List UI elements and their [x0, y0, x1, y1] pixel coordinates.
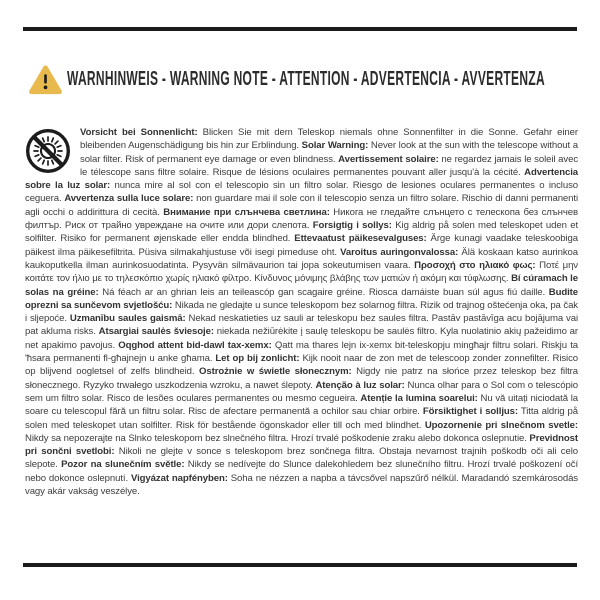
warning-paragraph [25, 126, 578, 498]
warning-paragraph-text: Vorsicht bei Sonnenlicht: Blicken Sie mit dem Teleskop niemals ohne Sonnenfilter in die Sonne. Gefahr einer bleibenden Augenschädigung bis hin zur Erblindung. Solar Warning: Never look at the sun with the telescope without a solar filter. Risk of permanent eye damage or even blindness. Avertissement solaire: ne regardez jamais le soleil avec le télescope sans filtre solaire. Risque de lésions oculaires permanentes pouvant aller jusqu'à la cécité. Advertencia sobre la luz solar: nunca mire al sol con el telescopio sin un filtro solar. Riesgo de lesiones oculares permanentes o incluso ceguera. Avvertenza sulla luce solare: non guardare mai il sole con il telescopio senza un filtro solare. Rischio di danni permanenti agli occhi o addirittura di cecità. Внимание при слънчева светлина: Никога не гледайте слънцето с телескопа без слънчев филтър. Риск от трайно увреждане на очите или дори слепота. Forsigtig i sollys: Kig aldrig på solen med teleskopet uden et solfilter. Risiko for permanent øjenskade eller endda blindhed. Ettevaatust päikesevalguses: Ärge kunagi vaadake teleskoobiga päikest ilma päikesefiltrita. Püsiva silmakahjustuse või isegi pimeduse oht. Varoitus auringonvalossa: Älä koskaan katso aurinkoa kaukoputkella ilman aurinkosuodatinta. Pysyvän silmävaurion tai jopa sokeutumisen vaara. Προσοχή στο ηλιακό φως: Ποτέ μην κοιτάτε τον ήλιο με το τηλεσκόπιο χωρίς ηλιακό φίλτρο. Κίνδυνος μόνιμης βλάβης των ματιών ή ακόμη και τύφλωσης. Bí cúramach le solas na gréine: Ná féach ar an ghrian leis an teileascóp gan scagaire gréine. Riosca damáiste buan súl agus fiú daille. Budite oprezni sa sunčevom svjetlošću: Nikada ne gledajte u sunce teleskopom bez solarnog filtra. Rizik od trajnog oštećenja oka, pa čak i sljepoće. Uzmanību saules gaismā: Nekad neskatieties uz sauli ar teleskopu bez saules filtra. Pastāv pastāvīga acu bojājuma vai pat akluma risks. Atsargiai saulės šviesoje: niekada nežiūrėkite į saulę teleskopu be saulės filtro. Kyla nuolatinio akių pažeidimo ar net apakimo pavojus. Oqghod attent bid-dawl tax-xemx: Qatt ma thares lejn ix-xemx bit-teleskopju mingħajr filtru solari. Riskju ta 'ħsara permanenti fl-għajnejn u anke għama. Let op bij zonlicht: Kijk nooit naar de zon met de telescoop zonder zonnefilter. Risico op blijvend oogletsel of zelfs blindheid. Ostrożnie w świetle słonecznym: Nigdy nie patrz na słońce przez teleskop bez filtra słonecznego. Ryzyko trwałego uszkodzenia wzroku, a nawet ślepoty. Atenção à luz solar: Nunca olhar para o Sol com o telescópio sem um filtro solar. Risco de lesões oculares permanentes ou mesmo cegueira. Atenție la lumina soarelui: Nu vă uitați niciodată la soare cu telescopul fără un filtru solar. Risc de afectare permanentă a ochilor sau chiar orbire. Försiktighet i solljus: Titta aldrig på solen med teleskopet utan solfilter. Risk för bestående ögonskador eller till och med blindhet. Upozornenie pri slnečnom svetle: Nikdy sa nepozerajte na Slnko teleskopom bez slnečného filtra. Hrozí trvalé poškodenie zraku alebo dokonca oslepnutie. Previdnost pri sončni svetlobi: Nikoli ne glejte v sonce s teleskopom brez sončnega filtra. Obstaja nevarnost trajnih poškodb oči ali celo slepote. Pozor na slunečním světle: Nikdy se nedívejte do Slunce dalekohledem bez slunečního filtru. Hrozí trvalé poškození očí nebo dokonce oslepnutí. Vigyázat napfényben: Soha ne nézzen a napba a távcsővel napszűrő nélkül. Maradandó szemkárosodás vagy akár vakság veszélye. [25, 127, 579, 498]
warning-heading: WARNHINWEIS - WARNING NOTE - ATTENTION - ADVERTENCIA - AVVERTENZA [67, 67, 545, 90]
bottom-divider-bar [23, 563, 577, 567]
no-sun-icon [25, 128, 71, 176]
warning-header [29, 60, 600, 98]
warning-triangle-icon [29, 64, 62, 95]
top-divider-bar [23, 27, 577, 31]
